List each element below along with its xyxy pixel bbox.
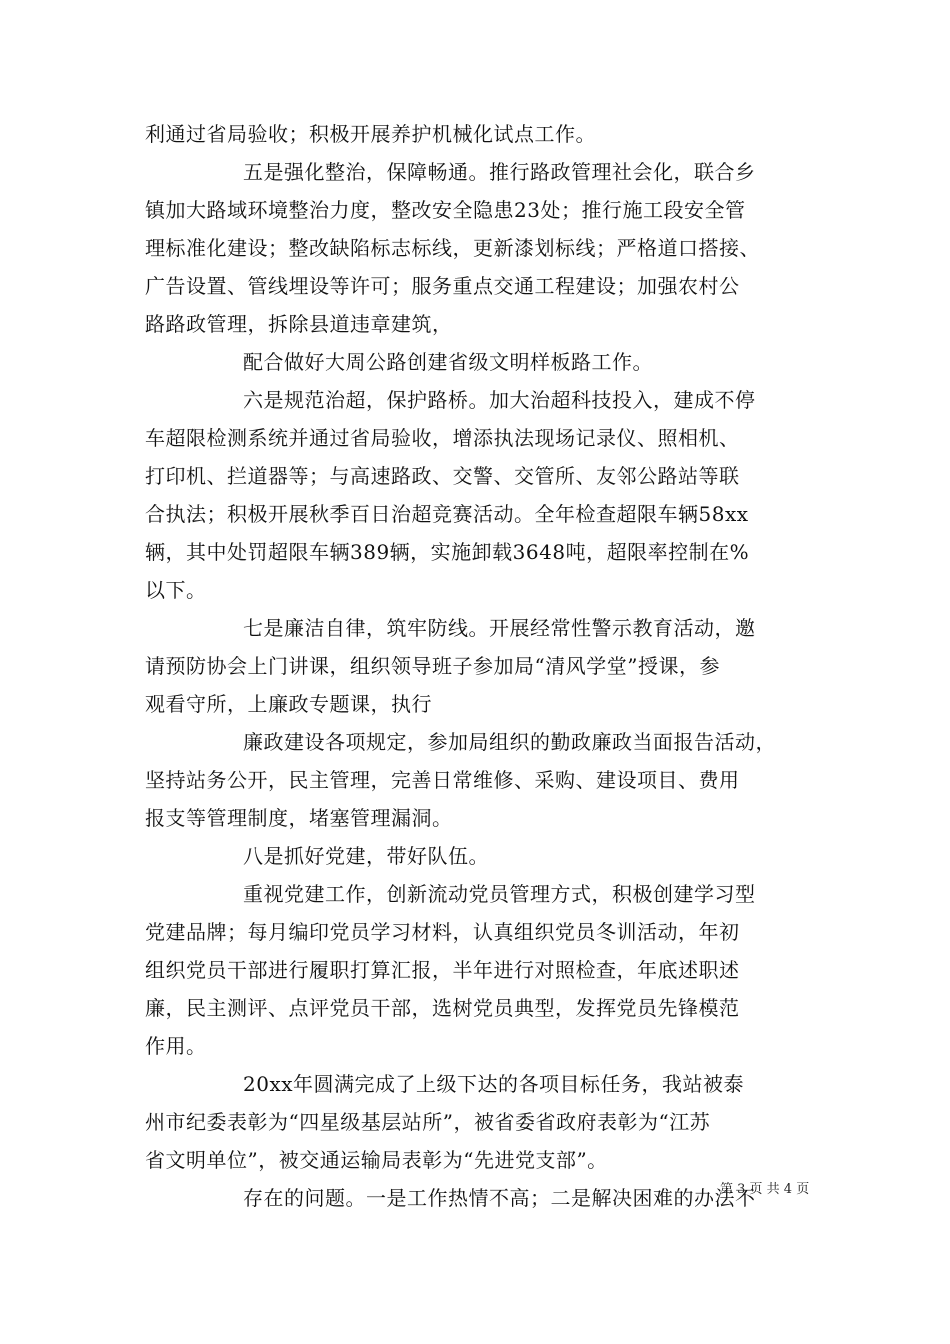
text-line: 七是廉洁自律，筑牢防线。开展经常性警示教育活动，邀 <box>243 616 756 640</box>
text-line: 廉，民主测评、点评党员干部，选树党员典型，发挥党员先锋模范 <box>145 996 740 1020</box>
text-line: 坚持站务公开，民主管理，完善日常维修、采购、建设项目、费用 <box>145 768 740 792</box>
text-line: 路路政管理，拆除县道违章建筑， <box>145 312 453 336</box>
text-line: 利通过省局验收；积极开展养护机械化试点工作。 <box>145 122 596 146</box>
text-line: 州市纪委表彰为“四星级基层站所”，被省委省政府表彰为“江苏 <box>145 1110 711 1134</box>
page-number-footer: 第 3 页 共 4 页 <box>720 1182 810 1197</box>
text-line: 辆，其中处罚超限车辆389辆，实施卸载3648吨，超限率控制在% <box>145 540 750 564</box>
text-line: 以下。 <box>145 578 207 602</box>
text-line: 请预防协会上门讲课，组织领导班子参加局“清风学堂”授课，参 <box>145 654 720 678</box>
text-line: 观看守所，上廉政专题课，执行 <box>145 692 432 716</box>
text-line: 党建品牌；每月编印党员学习材料，认真组织党员冬训活动，年初 <box>145 920 740 944</box>
text-line: 20xx年圆满完成了上级下达的各项目标任务，我站被泰 <box>243 1072 745 1096</box>
text-line: 存在的问题。一是工作热情不高；二是解决困难的办法不 <box>243 1186 756 1210</box>
text-line: 广告设置、管线埋设等许可；服务重点交通工程建设；加强农村公 <box>145 274 740 298</box>
text-line: 合执法；积极开展秋季百日治超竞赛活动。全年检查超限车辆58xx <box>145 502 749 526</box>
text-line: 组织党员干部进行履职打算汇报，半年进行对照检查，年底述职述 <box>145 958 740 982</box>
text-line: 六是规范治超，保护路桥。加大治超科技投入，建成不停 <box>243 388 756 412</box>
text-line: 理标准化建设；整改缺陷标志标线，更新漆划标线；严格道口搭接、 <box>145 236 760 260</box>
text-line: 车超限检测系统并通过省局验收，增添执法现场记录仪、照相机、 <box>145 426 740 450</box>
text-line: 八是抓好党建，带好队伍。 <box>243 844 489 868</box>
text-line: 五是强化整治，保障畅通。推行路政管理社会化，联合乡 <box>243 160 756 184</box>
text-line: 作用。 <box>145 1034 207 1058</box>
text-line: 省文明单位”，被交通运输局表彰为“先进党支部”。 <box>145 1148 608 1172</box>
text-line: 报支等管理制度，堵塞管理漏洞。 <box>145 806 453 830</box>
text-line: 重视党建工作，创新流动党员管理方式，积极创建学习型 <box>243 882 756 906</box>
text-line: 配合做好大周公路创建省级文明样板路工作。 <box>243 350 653 374</box>
text-line: 廉政建设各项规定，参加局组织的勤政廉政当面报告活动， <box>243 730 776 754</box>
text-line: 打印机、拦道器等；与高速路政、交警、交管所、友邻公路站等联 <box>145 464 740 488</box>
text-line: 镇加大路域环境整治力度，整改安全隐患23处；推行施工段安全管 <box>145 198 746 222</box>
